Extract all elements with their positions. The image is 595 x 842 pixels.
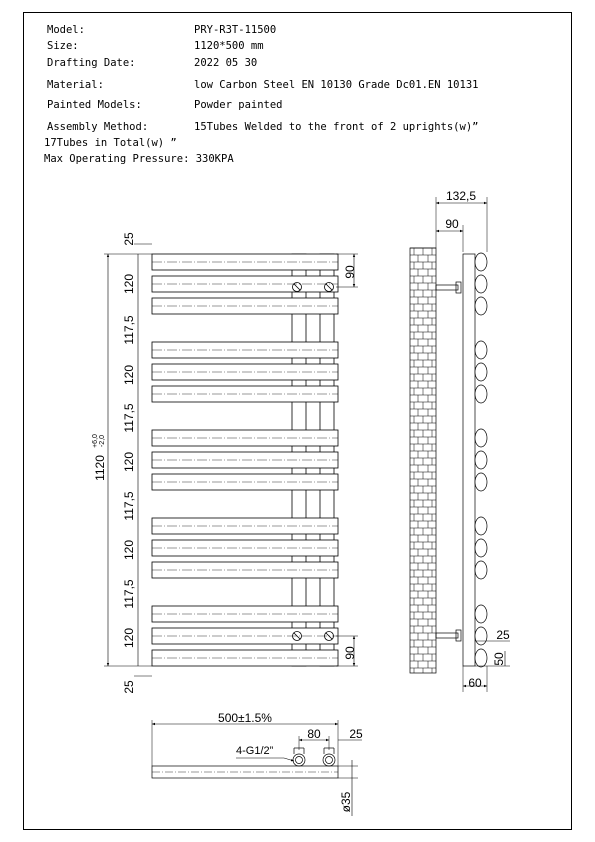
side-tube-6 — [475, 385, 487, 403]
dim-group-120-5: 120 — [122, 627, 136, 649]
bottom-view — [152, 720, 362, 816]
assembly-method-label: Assembly Method: — [47, 121, 149, 133]
side-tube-1 — [475, 253, 487, 271]
side-tube-13 — [475, 605, 487, 623]
dim-gap-117-3: 117,5 — [122, 491, 136, 521]
tubes-group — [152, 254, 338, 666]
valve-left — [293, 754, 305, 766]
dim-inlet-90-top: 90 — [343, 265, 357, 279]
drafting-date-label: Drafting Date: — [47, 57, 136, 69]
dim-valve-80: 80 — [307, 727, 321, 741]
dim-group-120-3: 120 — [122, 451, 136, 473]
dim-bottom-25: 25 — [122, 680, 136, 694]
tolerance-plus: +6,0 — [92, 434, 99, 448]
side-tube-2 — [475, 275, 487, 293]
front-view — [104, 244, 358, 676]
side-tube-4 — [475, 341, 487, 359]
painted-models-label: Painted Models: — [47, 99, 142, 111]
size-label: Size: — [47, 40, 79, 52]
side-view — [410, 197, 510, 692]
side-tube-10 — [475, 517, 487, 535]
dim-diameter-35: ø35 — [339, 791, 353, 813]
side-tube-14 — [475, 627, 487, 645]
dim-width-500: 500±1.5% — [218, 711, 272, 725]
wall-bracket-top — [436, 285, 458, 290]
drafting-date-value: 2022 05 30 — [194, 57, 258, 69]
dim-total-1120: 1120 — [93, 455, 107, 481]
material-value: low Carbon Steel EN 10130 Grade Dc01.EN 10131 — [194, 79, 479, 91]
dim-gap-117-4: 117,5 — [122, 579, 136, 609]
dim-inlet-90-bottom: 90 — [343, 646, 357, 660]
wall-bracket-bottom — [436, 633, 458, 638]
dim-group-120-1: 120 — [122, 273, 136, 295]
dim-side-60: 60 — [468, 676, 482, 690]
max-operating-pressure: Max Operating Pressure: 330KPA — [44, 153, 234, 165]
size-value: 1120*500 mm — [194, 40, 264, 52]
tubes-total: 17Tubes in Total(w) ” — [44, 137, 177, 149]
side-tube-profiles — [475, 253, 487, 667]
side-tube-12 — [475, 561, 487, 579]
side-tube-11 — [475, 539, 487, 557]
valve-right — [323, 754, 335, 766]
dim-bottom-25: 25 — [349, 727, 363, 741]
dim-gap-117-1: 117,5 — [122, 315, 136, 345]
dim-side-50: 50 — [492, 652, 506, 666]
thread-spec: 4-G1/2” — [236, 745, 274, 757]
model-value: PRY-R3T-11500 — [194, 24, 277, 36]
side-tube-5 — [475, 363, 487, 381]
painted-models-value: Powder painted — [194, 99, 283, 111]
dim-offset-90: 90 — [445, 217, 459, 231]
side-tube-9 — [475, 473, 487, 491]
dim-gap-117-2: 117,5 — [122, 403, 136, 433]
dim-group-120-4: 120 — [122, 539, 136, 561]
assembly-method-value: 15Tubes Welded to the front of 2 uprights(w)” — [194, 121, 479, 133]
dim-group-120-2: 120 — [122, 364, 136, 386]
side-tube-8 — [475, 451, 487, 469]
dim-overall-132-5: 132,5 — [445, 189, 477, 203]
material-label: Material: — [47, 79, 104, 91]
model-label: Model: — [47, 24, 85, 36]
tolerance-minus: -2,0 — [99, 434, 106, 448]
dim-top-25: 25 — [122, 232, 136, 246]
brick-pattern — [410, 248, 436, 673]
side-tube-7 — [475, 429, 487, 447]
dim-side-25: 25 — [496, 628, 510, 642]
side-upright — [463, 254, 475, 666]
side-tube-3 — [475, 297, 487, 315]
side-tube-15 — [475, 649, 487, 667]
